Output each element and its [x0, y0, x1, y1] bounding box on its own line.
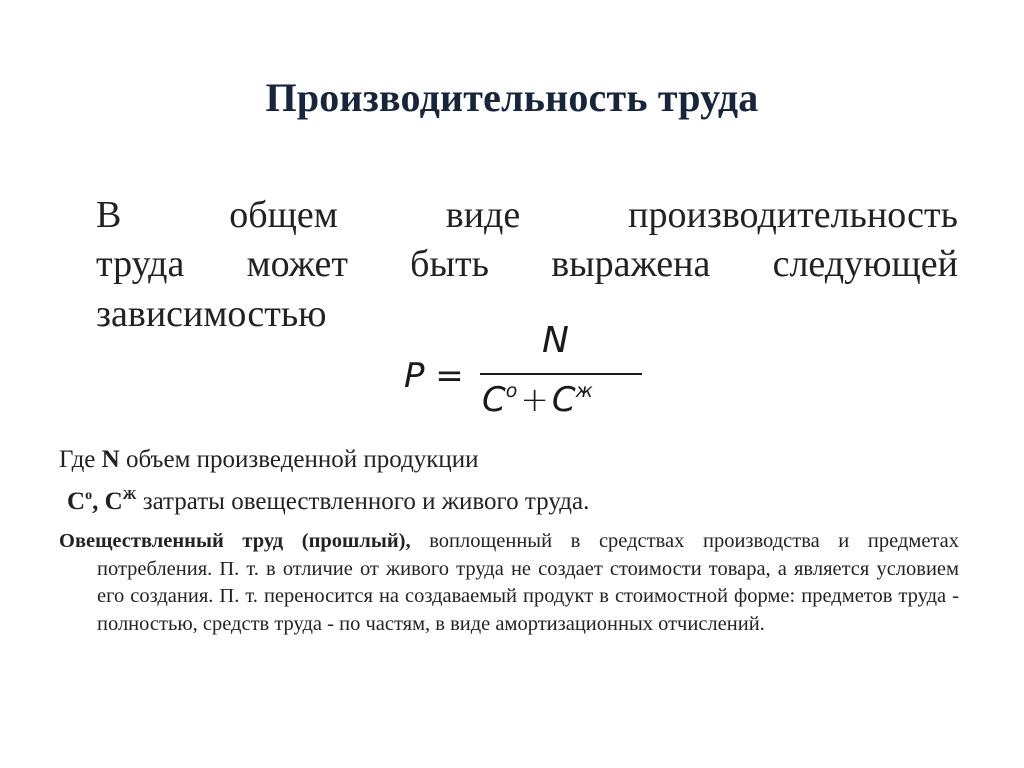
productivity-formula: [404, 320, 644, 430]
lead-line-1: [96, 191, 958, 240]
lead-word: может: [246, 243, 348, 286]
costs-sup-1: о: [85, 488, 93, 503]
formula-lhs: P =: [404, 356, 464, 396]
lead-word: зависимостью: [96, 292, 327, 335]
slide-title: Производительность труда: [265, 75, 759, 120]
where-line: [59, 446, 479, 474]
den-sup-1: o: [505, 380, 518, 402]
lead-word: труда: [96, 243, 185, 286]
fraction-bar: [480, 373, 642, 375]
lead-word: выражена: [551, 243, 711, 286]
lead-paragraph: [96, 191, 958, 339]
lead-word: быть: [410, 243, 489, 286]
costs-text: затраты овеществленного и живого труда.: [136, 488, 590, 515]
costs-sup-2: Ж: [122, 488, 137, 503]
lead-word: виде: [445, 194, 521, 236]
den-base-2: C: [551, 380, 576, 420]
costs-separator: , С: [92, 488, 123, 515]
formula-numerator: N: [542, 320, 569, 361]
lead-word: общем: [229, 194, 338, 236]
costs-line: [67, 488, 589, 516]
costs-symbol-1: С: [67, 488, 86, 515]
where-symbol: N: [101, 446, 120, 473]
lead-line-2: [96, 240, 958, 289]
den-plus: +: [520, 380, 549, 420]
lead-word: В: [96, 194, 122, 236]
den-base-1: C: [482, 380, 506, 420]
where-prefix: Где: [59, 446, 102, 473]
definition-text: воплощенный в средствах производства и предметах потребления. П. т. в отличие от живого труда не создает стоимости товара, а является условием его создания. П. т. переносится на создаваемый продукт в стоимостной форме: предметов труда - полностью, средств труда - по частям, в виде амортизационных отчислений.: [97, 530, 959, 635]
lead-word: производительность: [628, 194, 958, 236]
formula-denominator: [482, 380, 593, 420]
den-sup-2: ж: [575, 380, 593, 402]
lead-word: следующей: [772, 243, 958, 286]
definition-paragraph: [59, 528, 959, 638]
where-text: объем произведенной продукции: [119, 446, 479, 473]
definition-term: Овеществленный труд (прошлый),: [59, 530, 411, 552]
